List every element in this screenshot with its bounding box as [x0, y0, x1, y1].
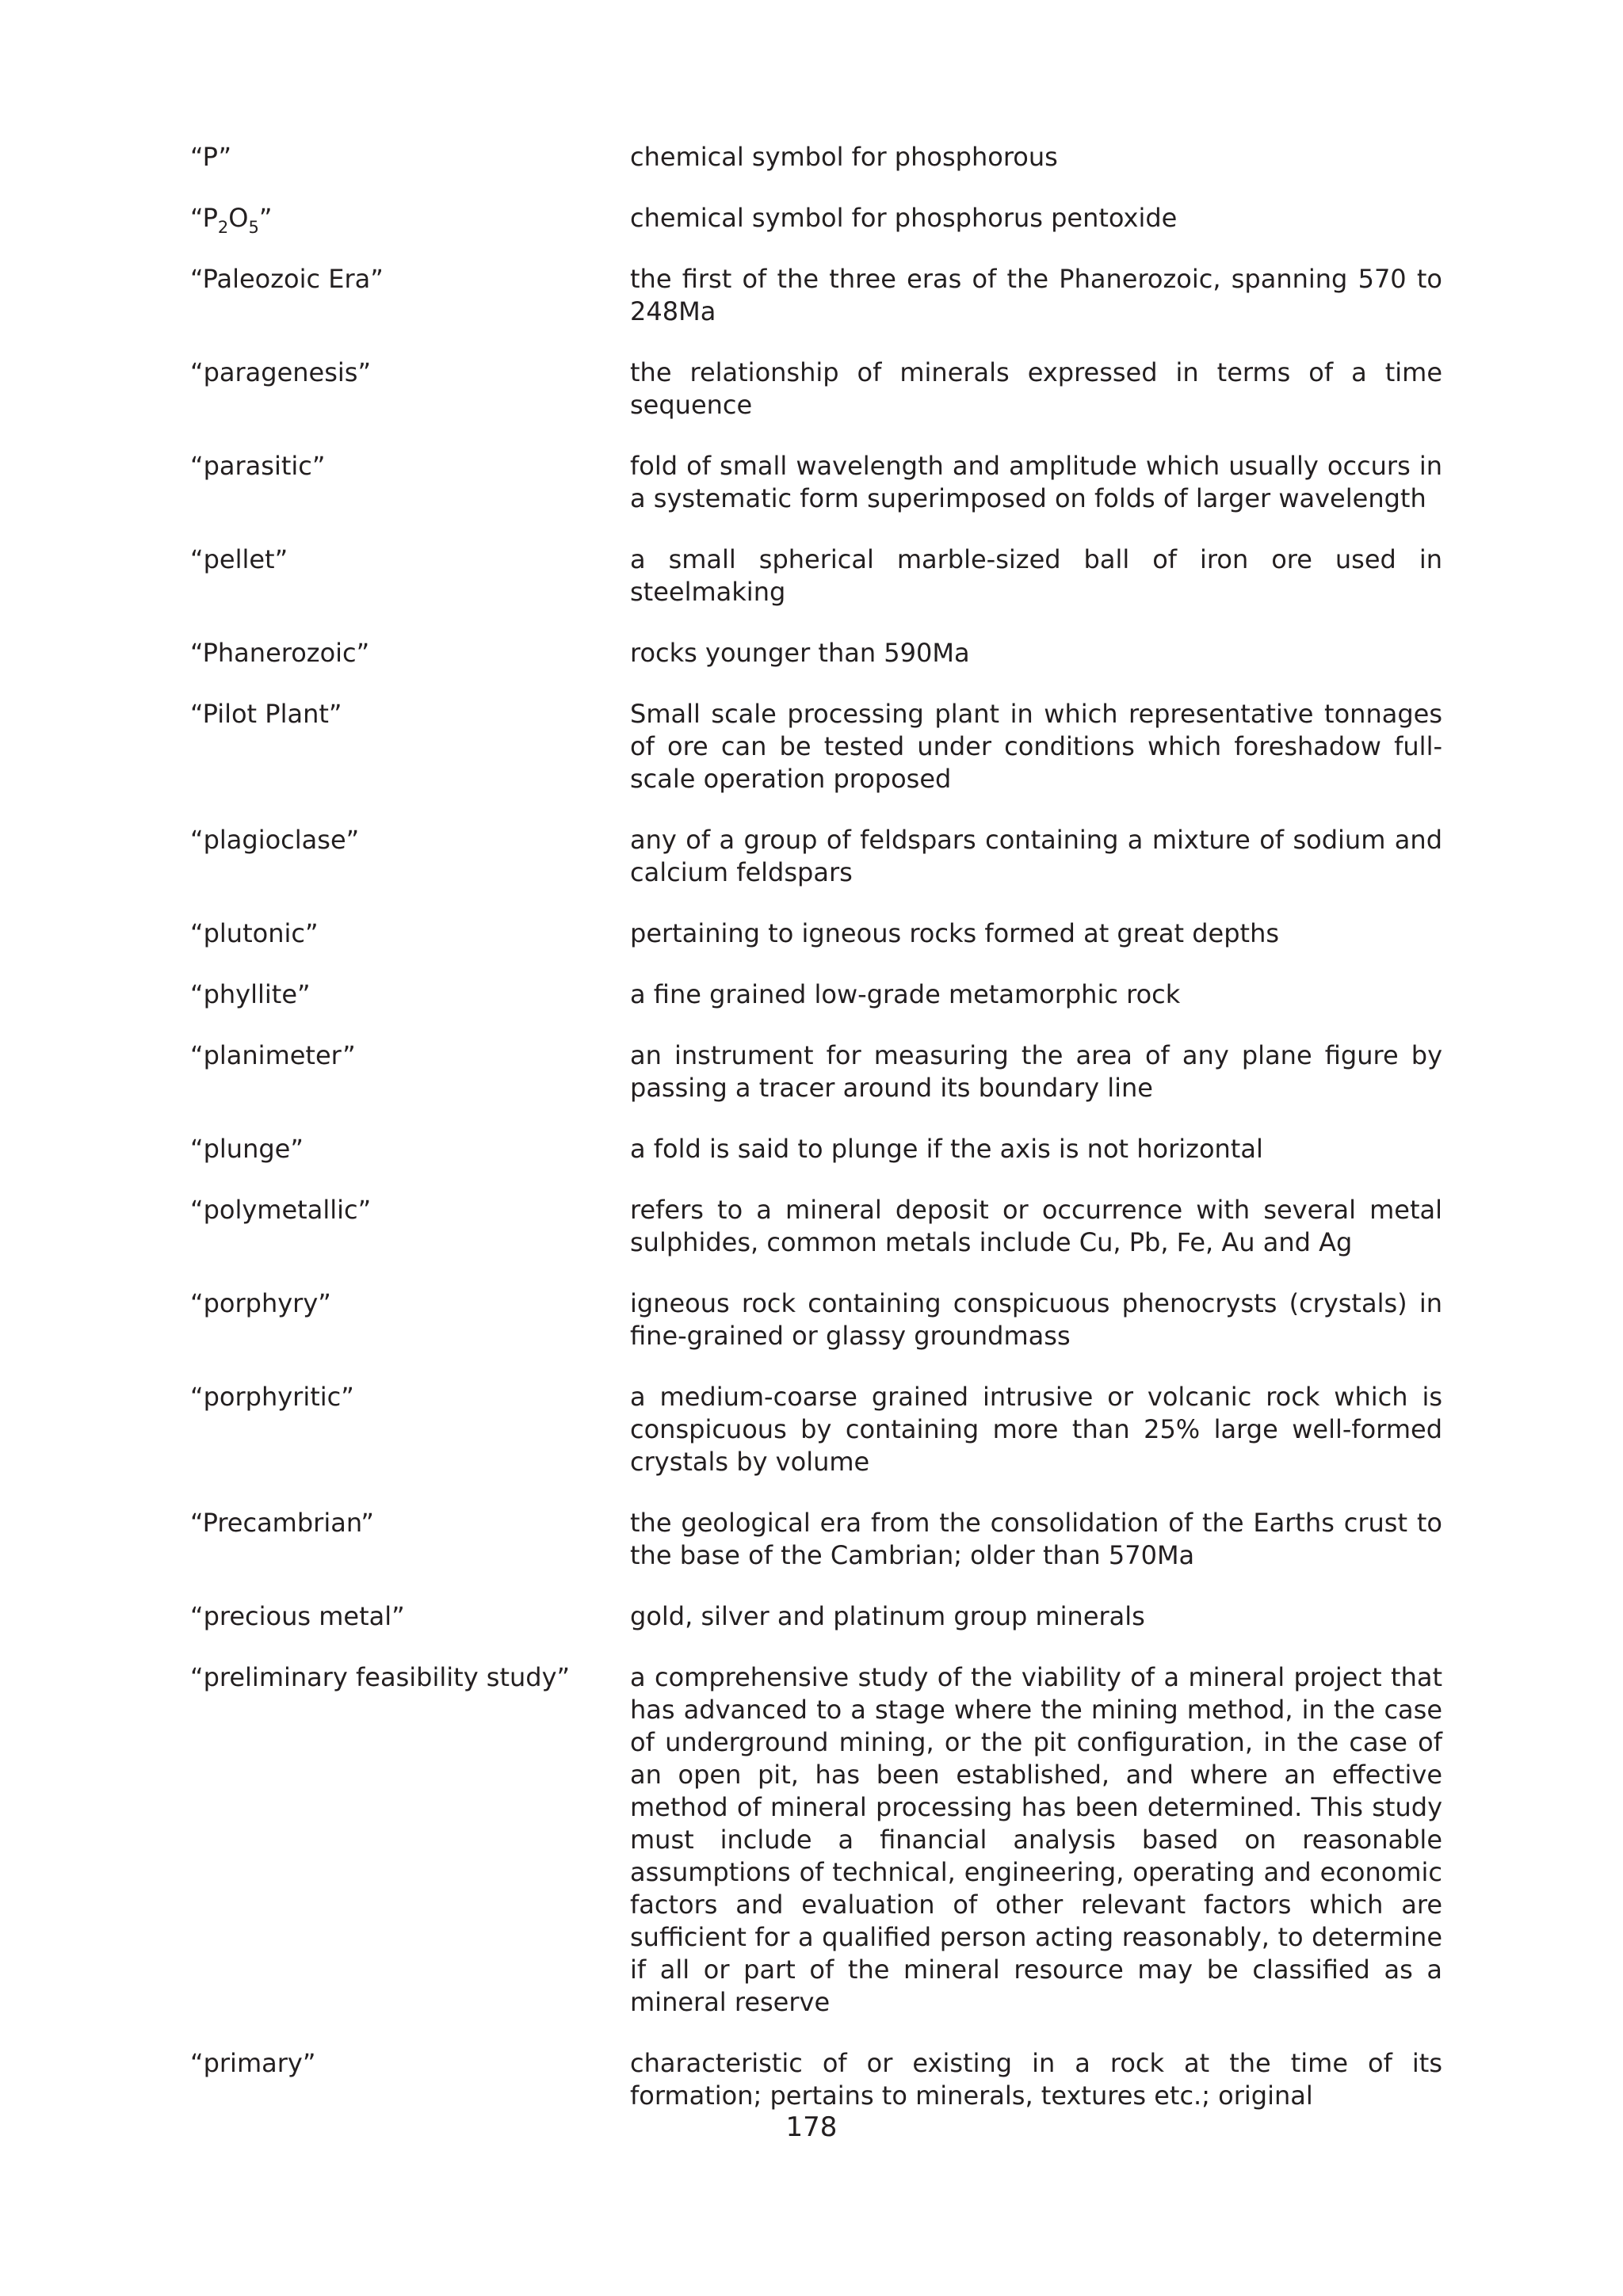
- glossary-entry: [190, 1600, 1442, 1633]
- glossary-definition: fold of small wavelength and amplitude which usually occurs in a systematic form superimposed on folds of larger wavelength: [630, 451, 1442, 513]
- glossary-entry: [190, 263, 1442, 328]
- glossary-entry: [190, 698, 1442, 795]
- glossary-term: “Phanerozoic”: [190, 638, 370, 668]
- glossary-entry: [190, 637, 1442, 669]
- subscript: 2: [217, 218, 229, 237]
- glossary-entry: [190, 824, 1442, 889]
- glossary-definition: any of a group of feldspars containing a mixture of sodium and calcium feldspars: [630, 825, 1442, 887]
- glossary-entry: [190, 1133, 1442, 1165]
- glossary-term: [190, 202, 630, 235]
- term-text: “P: [190, 203, 218, 233]
- glossary-term: “precious metal”: [190, 1601, 405, 1631]
- glossary-term: “Pilot Plant”: [190, 699, 342, 729]
- glossary-term: “P”: [190, 142, 232, 172]
- glossary-definition: the first of the three eras of the Phanerozoic, spanning 570 to 248Ma: [630, 264, 1442, 326]
- glossary-term: “parasitic”: [190, 451, 326, 481]
- glossary-entry: [190, 1194, 1442, 1259]
- glossary-entry: [190, 450, 1442, 515]
- glossary-definition: characteristic of or existing in a rock at the time of its formation; pertains to minerals, textures etc.; original: [630, 2048, 1442, 2111]
- glossary-definition: a comprehensive study of the viability of a mineral project that has advanced to a stage where the mining method, in the case of underground mining, or the pit configuration, in the case of an open pit, has been established, and where an effective method of mineral processing has been determined. This study must include a financial analysis based on reasonable assumptions of technical, engineering, operating and economic factors and evaluation of other relevant factors which are sufficient for a qualified person acting reasonably, to determine if all or part of the mineral resource may be classified as a mineral reserve: [630, 1662, 1442, 2017]
- glossary-term: “Paleozoic Era”: [190, 264, 384, 294]
- glossary-entry: [190, 1381, 1442, 1478]
- glossary-entry: [190, 1287, 1442, 1352]
- glossary-definition: pertaining to igneous rocks formed at great depths: [630, 918, 1280, 948]
- glossary-term: “plutonic”: [190, 918, 319, 948]
- glossary-term: “primary”: [190, 2048, 316, 2078]
- glossary-term: “plunge”: [190, 1134, 304, 1164]
- glossary-definition: refers to a mineral deposit or occurrence with several metal sulphides, common metals include Cu, Pb, Fe, Au and Ag: [630, 1195, 1442, 1257]
- glossary-definition: a medium-coarse grained intrusive or volcanic rock which is conspicuous by containing more than 25% large well-formed crystals by volume: [630, 1382, 1442, 1477]
- subscript: 5: [248, 218, 259, 237]
- glossary-entry: [190, 202, 1442, 235]
- glossary-definition: chemical symbol for phosphorus pentoxide: [630, 203, 1178, 233]
- glossary-entry: [190, 1507, 1442, 1572]
- glossary-list: [190, 141, 1442, 2141]
- glossary-definition: a fold is said to plunge if the axis is not horizontal: [630, 1134, 1263, 1164]
- glossary-definition: igneous rock containing conspicuous phenocrysts (crystals) in fine-grained or glassy groundmass: [630, 1288, 1442, 1351]
- glossary-definition: a small spherical marble-sized ball of iron ore used in steelmaking: [630, 544, 1442, 607]
- glossary-definition: rocks younger than 590Ma: [630, 638, 970, 668]
- glossary-term: “plagioclase”: [190, 825, 360, 855]
- glossary-definition: the relationship of minerals expressed in terms of a time sequence: [630, 357, 1442, 420]
- glossary-definition: a fine grained low-grade metamorphic rock: [630, 979, 1181, 1009]
- glossary-definition: Small scale processing plant in which representative tonnages of ore can be tested under conditions which foreshadow full-scale operation proposed: [630, 699, 1442, 794]
- page-number: 178: [785, 2111, 838, 2143]
- glossary-definition: chemical symbol for phosphorous: [630, 142, 1058, 172]
- glossary-entry: [190, 1661, 1442, 2019]
- glossary-term: “Precambrian”: [190, 1508, 374, 1538]
- glossary-entry: [190, 917, 1442, 950]
- glossary-term: “preliminary feasibility study”: [190, 1662, 571, 1692]
- glossary-term: “pellet”: [190, 544, 288, 574]
- glossary-entry: [190, 357, 1442, 421]
- term-text: ”: [258, 203, 273, 233]
- glossary-entry: [190, 2047, 1442, 2112]
- glossary-term: “paragenesis”: [190, 357, 372, 387]
- glossary-term: “phyllite”: [190, 979, 311, 1009]
- glossary-entry: [190, 141, 1442, 174]
- glossary-term: “polymetallic”: [190, 1195, 372, 1225]
- glossary-entry: [190, 978, 1442, 1011]
- glossary-definition: gold, silver and platinum group minerals: [630, 1601, 1145, 1631]
- glossary-definition: the geological era from the consolidation of the Earths crust to the base of the Cambrian; older than 570Ma: [630, 1508, 1442, 1570]
- glossary-entry: [190, 1039, 1442, 1104]
- term-text: O: [228, 203, 249, 233]
- glossary-entry: [190, 543, 1442, 608]
- glossary-term: “porphyry”: [190, 1288, 331, 1318]
- glossary-term: “planimeter”: [190, 1040, 356, 1070]
- glossary-definition: an instrument for measuring the area of any plane figure by passing a tracer around its boundary line: [630, 1040, 1442, 1103]
- glossary-term: “porphyritic”: [190, 1382, 354, 1412]
